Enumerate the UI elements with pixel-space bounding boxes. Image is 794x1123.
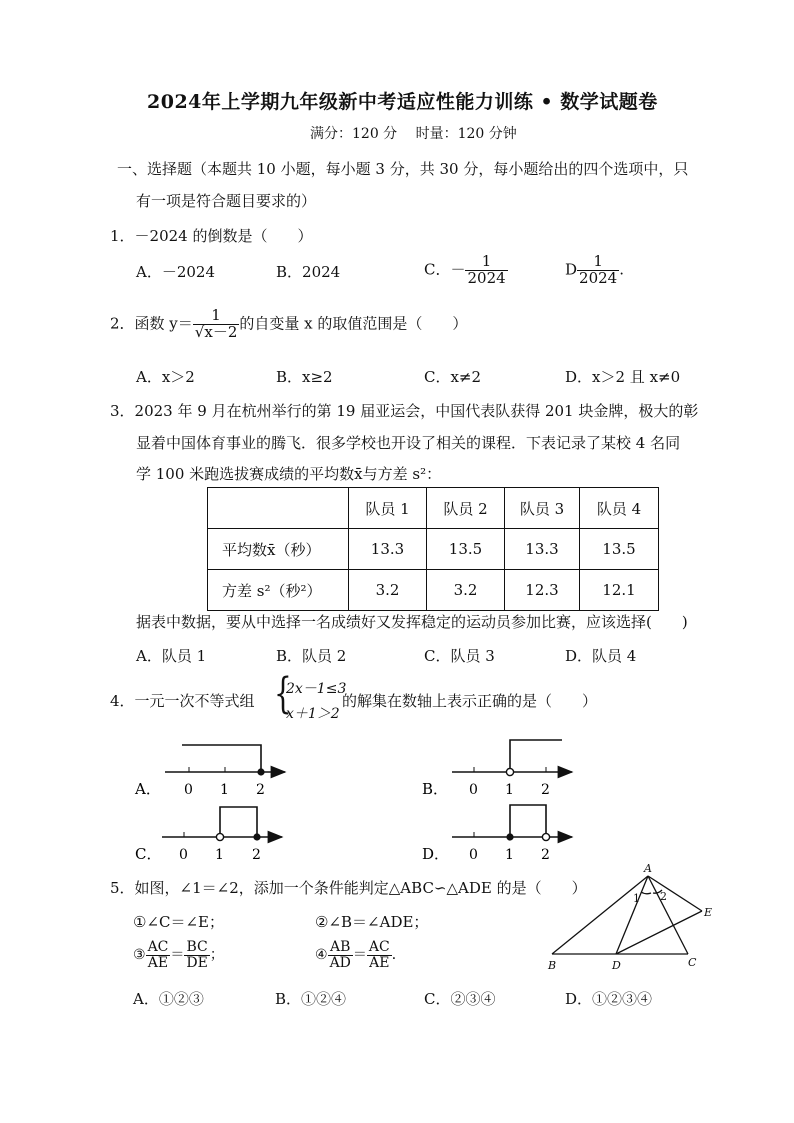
tick-label: 1 — [215, 847, 224, 863]
number-line-c — [135, 807, 282, 863]
table-row-label: 平均数x̄（秒） — [208, 529, 349, 570]
cond4-prefix: ④ — [315, 947, 328, 964]
fraction-denominator: AD — [329, 954, 351, 971]
table-row-label: 方差 s²（秒²） — [208, 570, 349, 611]
q1-option-d-suffix: . — [619, 260, 624, 279]
cond3-equals: ＝ — [170, 947, 185, 964]
q1-stem: 1．－2024 的倒数是（ ） — [110, 227, 313, 245]
angle-label-1: 1 — [633, 892, 640, 905]
cond4-equals: ＝ — [352, 947, 367, 964]
q2-option-a: A．x＞2 — [136, 368, 195, 386]
q5-option-d: D．①②③④ — [565, 990, 653, 1008]
table-cell: 3.2 — [349, 570, 427, 611]
cond3-suffix: ； — [209, 947, 224, 964]
fraction-numerator: 1 — [481, 252, 492, 270]
q5-condition-2: ②∠B＝∠ADE； — [315, 913, 429, 931]
page-title: 2024年上学期九年级新中考适应性能力训练 • 数学试题卷 — [147, 91, 658, 113]
q5-condition-1: ①∠C＝∠E； — [133, 913, 225, 931]
q4-stem-prefix: 4．一元一次不等式组 — [110, 692, 255, 710]
fraction-denominator: √x－2 — [194, 322, 238, 341]
brace-icon: { — [274, 668, 292, 718]
cond3-fraction-1 — [146, 940, 171, 970]
table-header-cell: 队员 4 — [580, 488, 659, 529]
exam-meta: 满分：120 分 时量：120 分钟 — [310, 126, 517, 142]
fraction-numerator: AB — [330, 939, 351, 955]
q3-option-b: B．队员 2 — [276, 647, 347, 665]
q4-stem-suffix: 的解集在数轴上表示正确的是（ ） — [342, 692, 598, 710]
table-header-cell: 队员 1 — [349, 488, 427, 529]
section-heading-line2: 有一项是符合题目要求的） — [136, 192, 317, 210]
q2-option-b: B．x≥2 — [276, 368, 333, 386]
angle-label-2: 2 — [660, 890, 667, 903]
tick-label: 2 — [256, 782, 265, 798]
q3-prompt: 据表中数据，要从中选择一名成绩好又发挥稳定的运动员参加比赛，应该选择( ) — [136, 613, 688, 631]
cond3-prefix: ③ — [133, 947, 146, 964]
fraction-denominator: 2024 — [467, 268, 506, 287]
cond4-fraction-1 — [328, 940, 353, 970]
q2-option-c: C．x≠2 — [424, 368, 482, 386]
table-cell: 13.3 — [505, 529, 580, 570]
vertex-label-d: D — [612, 959, 621, 972]
vertex-label-a: A — [644, 862, 652, 875]
tick-label: 0 — [469, 782, 478, 798]
vertex-label-e: E — [704, 906, 713, 919]
tick-label: 0 — [179, 847, 188, 863]
fraction-denominator: AE — [367, 955, 392, 971]
q4-inequality-1: 2x－1≤3 — [286, 681, 347, 697]
fraction-numerator: AC — [147, 939, 169, 955]
q2-suffix: 的自变量 x 的取值范围是（ ） — [239, 314, 468, 333]
section-heading-line1: 一、选择题（本题共 10 小题，每小题 3 分，共 30 分，每小题给出的四个选项中，只 — [117, 160, 689, 178]
q2-option-d: D．x＞2 且 x≠0 — [565, 368, 681, 386]
q3-option-d: D．队员 4 — [565, 647, 637, 665]
table-header-cell: 队员 2 — [427, 488, 505, 529]
option-label-d: D． — [422, 845, 450, 863]
q3-line2: 显着中国体育事业的腾飞．很多学校也开设了相关的课程．下表记录了某校 4 名同 — [136, 434, 681, 452]
cond4-fraction-2 — [367, 940, 392, 970]
q3-line3: 学 100 米跑选拔赛成绩的平均数x̄与方差 s²： — [136, 465, 442, 483]
table-cell: 13.3 — [349, 529, 427, 570]
cond4-suffix: ． — [391, 947, 406, 964]
fraction-numerator: BC — [186, 939, 208, 955]
q5-option-b: B．①②④ — [275, 990, 347, 1008]
q3-option-c: C．队员 3 — [424, 647, 495, 665]
number-line-d — [422, 805, 572, 863]
option-label-a: A． — [135, 780, 161, 798]
table-header-cell: 队员 3 — [505, 488, 580, 529]
q4-inequality-2: x＋1＞2 — [286, 706, 340, 722]
tick-label: 0 — [469, 847, 478, 863]
number-line-b — [422, 740, 572, 798]
option-label-b: B． — [422, 780, 449, 798]
number-line-a — [134, 745, 285, 798]
table-cell: 12.1 — [580, 570, 659, 611]
table-cell: 3.2 — [427, 570, 505, 611]
table-cell: 12.3 — [505, 570, 580, 611]
tick-label: 0 — [184, 782, 193, 798]
q1-option-d-prefix: D — [565, 260, 578, 279]
cond3-fraction-2 — [184, 940, 209, 970]
q5-option-a: A．①②③ — [133, 990, 204, 1008]
q1-option-c-prefix: C．－ — [424, 260, 466, 279]
tick-label: 2 — [252, 847, 261, 863]
tick-label: 1 — [505, 847, 514, 863]
vertex-label-c: C — [688, 956, 697, 969]
fraction-denominator: 2024 — [579, 268, 618, 287]
tick-label: 1 — [220, 782, 229, 798]
q5-condition-3 — [133, 940, 224, 970]
option-label-c: C． — [135, 845, 162, 863]
fraction-numerator: AC — [368, 939, 390, 955]
fraction-numerator: 1 — [593, 252, 603, 270]
tick-label: 2 — [541, 847, 550, 863]
table-cell: 13.5 — [580, 529, 659, 570]
q1-option-a: A．－2024 — [136, 263, 216, 281]
q1-option-b: B．2024 — [276, 263, 341, 281]
q5-option-c: C．②③④ — [424, 990, 496, 1008]
q5-condition-4 — [315, 940, 406, 970]
fraction-denominator: AE — [146, 955, 171, 971]
tick-label: 2 — [541, 782, 550, 798]
vertex-label-b: B — [548, 959, 557, 972]
q5-stem: 5．如图，∠1＝∠2，添加一个条件能判定△ABC∽△ADE 的是（ ） — [110, 879, 587, 897]
fraction-numerator: 1 — [211, 306, 221, 324]
q2-prefix: 2．函数 y＝ — [110, 314, 193, 333]
tick-label: 1 — [505, 782, 514, 798]
q3-option-a: A．队员 1 — [136, 647, 207, 665]
table-cell: 13.5 — [427, 529, 505, 570]
fraction-denominator: DE — [186, 954, 208, 971]
q3-line1: 3．2023 年 9 月在杭州举行的第 19 届亚运会，中国代表队获得 201 块金牌，极大的彰 — [110, 402, 699, 420]
